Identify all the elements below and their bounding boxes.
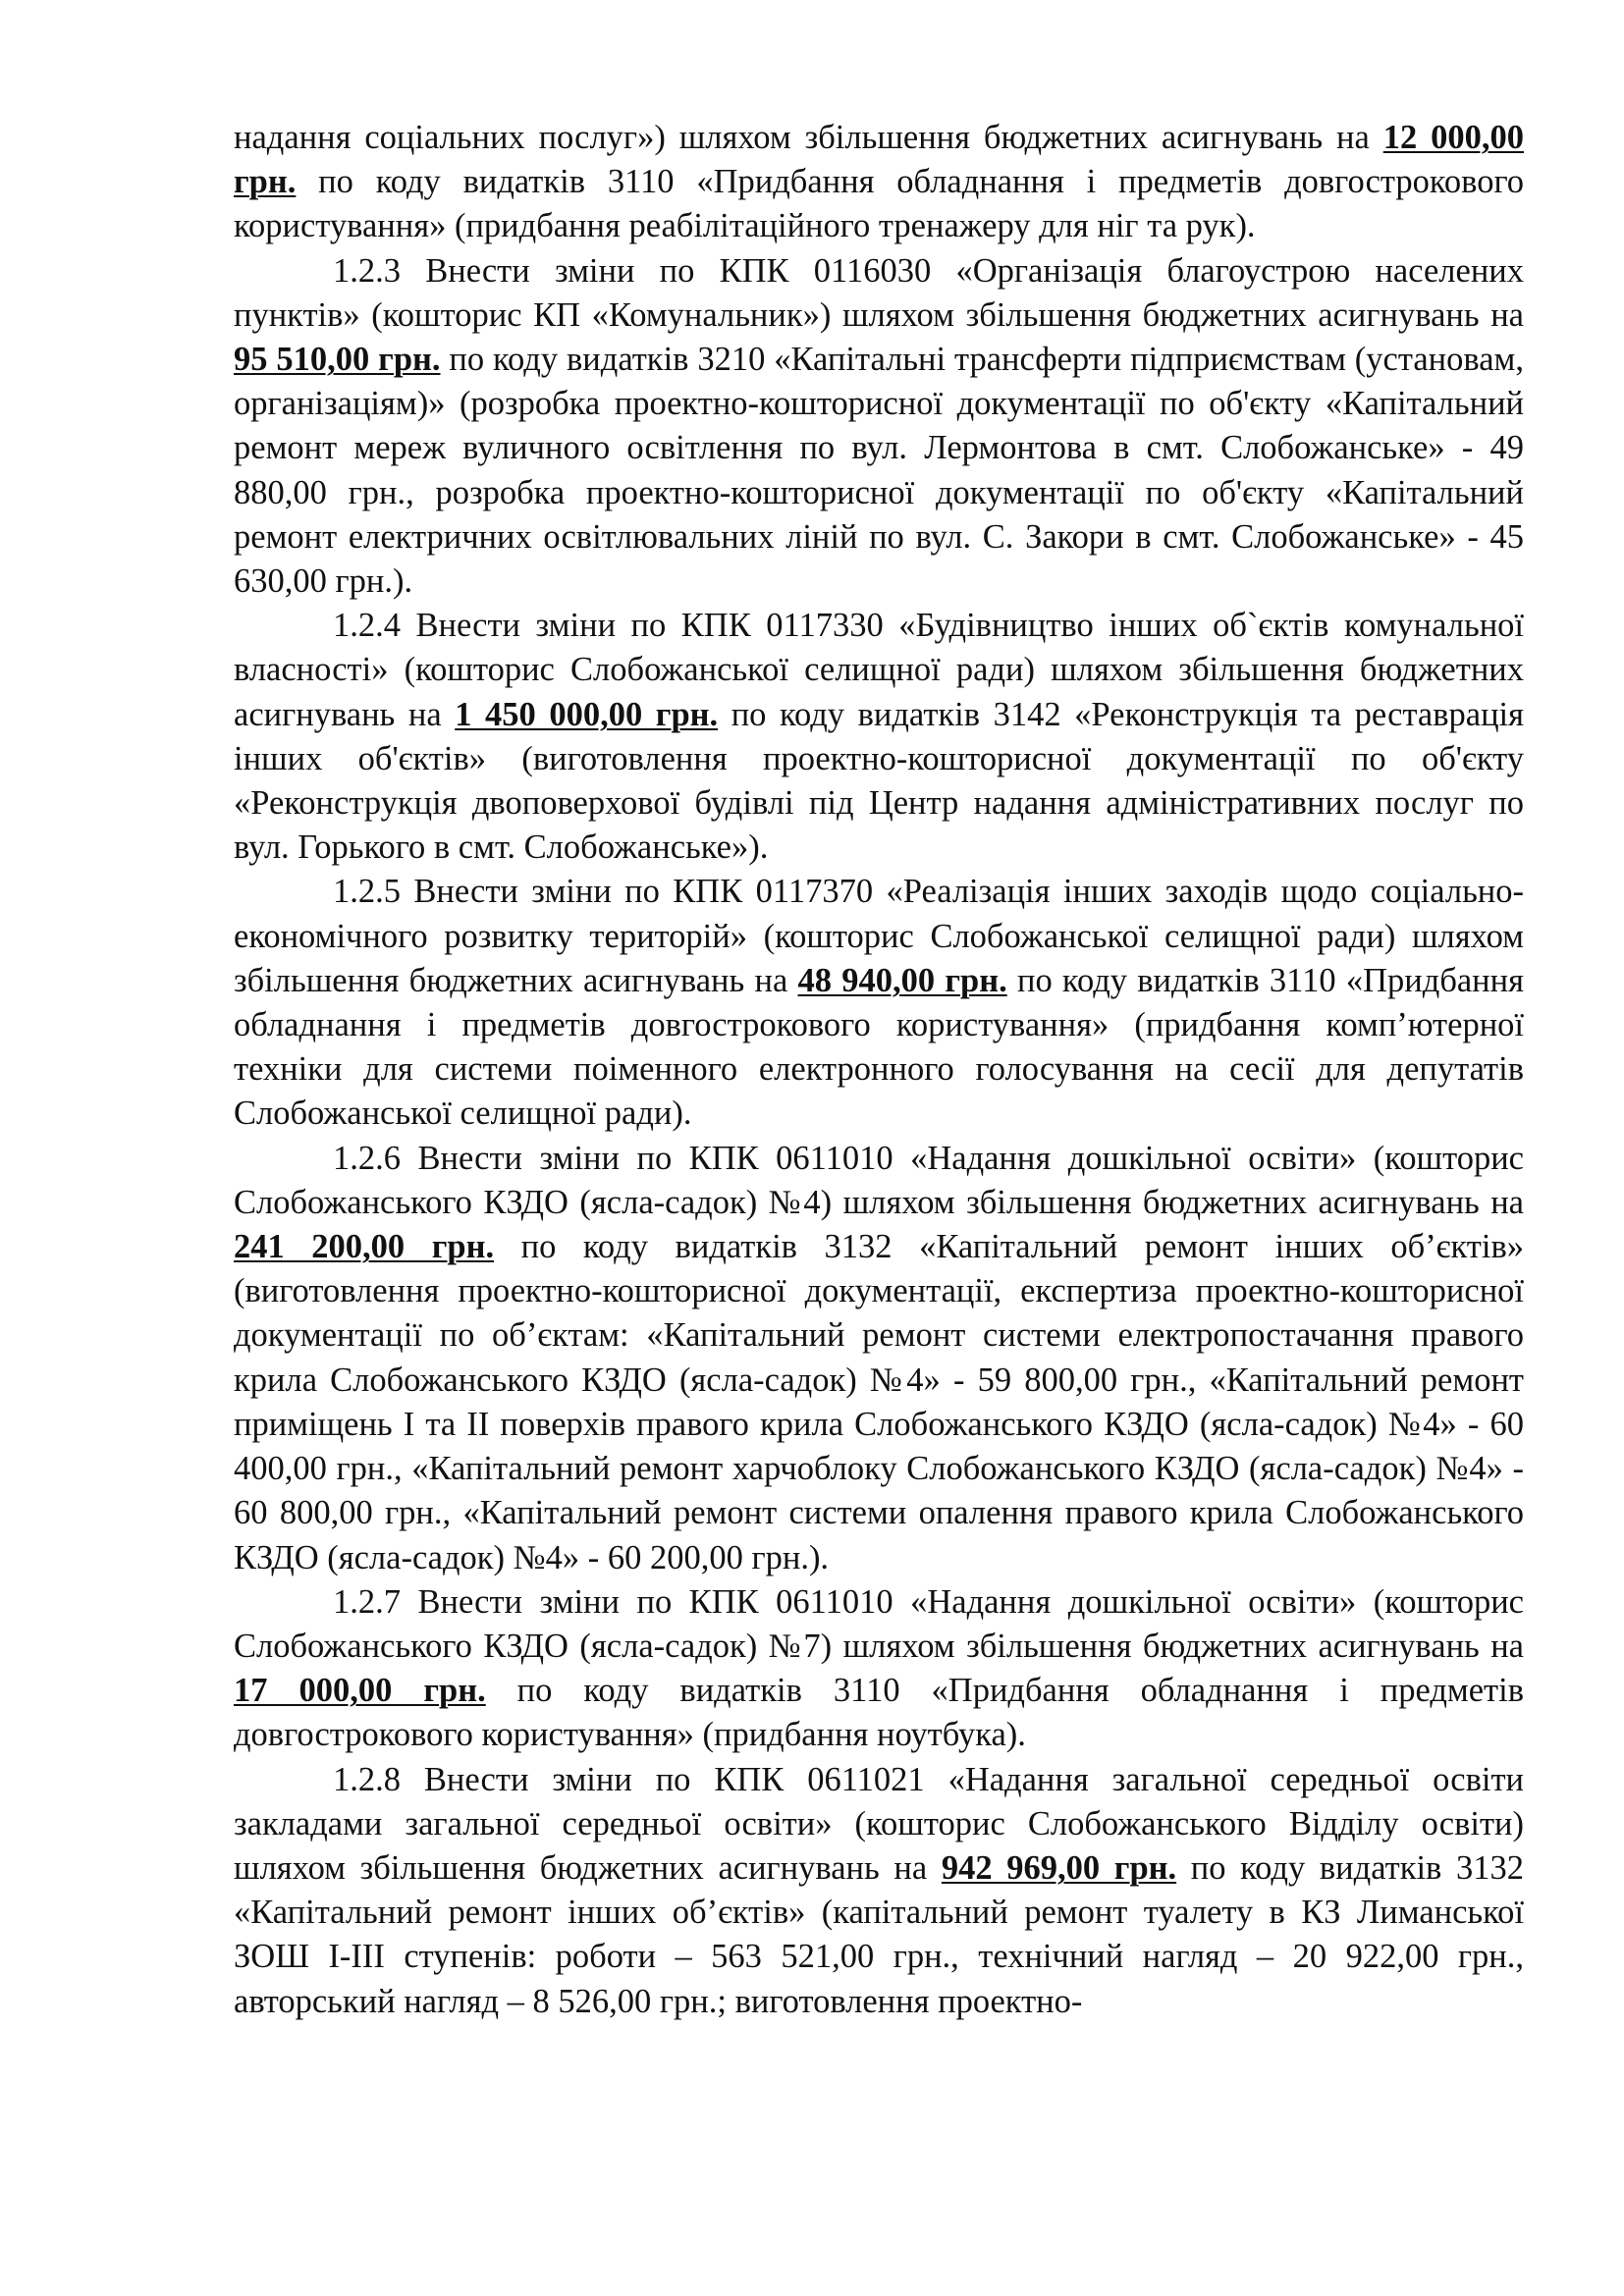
paragraph-text: надання соціальних послуг») шляхом збільшення бюджетних асигнувань на <box>234 119 1383 156</box>
paragraph-text: по коду видатків 3142 «Реконструкція та реставрація інших об'єктів» (виготовлення проектно-кошторисної документації по об'єкту «Реконструкція двоповерхової будівлі під Центр надання адміністративних послуг по вул. Горького в смт. Слобожанське»). <box>234 695 1524 867</box>
paragraph-1-2-3 <box>234 249 1524 605</box>
document-page <box>234 116 1524 2024</box>
paragraph-text: 1.2.4 Внести зміни по КПК 0117330 «Будівництво інших об`єктів комунальної власності» (кошторис Слобожанської селищної ради) шляхом збільшення бюджетних асигнувань на <box>234 607 1524 733</box>
amount-highlight: 95 510,00 грн. <box>234 341 441 379</box>
paragraph-1-2-6 <box>234 1137 1524 1580</box>
paragraph-text: по коду видатків 3110 «Придбання обладнання і предметів довгострокового користування» (придбання реабілітаційного тренажеру для ніг та рук). <box>234 163 1524 245</box>
paragraph-text: по коду видатків 3110 «Придбання обладнання і предметів довгострокового користування» (придбання комп’ютерної техніки для системи поіменного електронного голосування на сесії для депутатів Слобожанської селищної ради). <box>234 961 1524 1133</box>
paragraph-text: по коду видатків 3132 «Капітальний ремонт інших об’єктів» (капітальний ремонт туалету в КЗ Лиманської ЗОШ І-ІІІ ступенів: роботи – 563 521,00 грн., технічний нагляд – 20 922,00 грн., авторський нагляд – 8 526,00 грн.; виготовлення проектно- <box>234 1848 1524 2020</box>
amount-highlight: 48 940,00 грн. <box>797 961 1007 999</box>
amount-highlight: 241 200,00 грн. <box>234 1228 495 1266</box>
amount-highlight: 1 450 000,00 грн. <box>455 695 719 733</box>
paragraph-text: по коду видатків 3132 «Капітальний ремонт інших об’єктів» (виготовлення проектно-кошторисної документації, експертиза проектно-кошторисної документації по об’єктам: «Капітальний ремонт системи електропостачання правого крила Слобожанського КЗДО (ясла-садок) №4» - 59 800,00 грн., «Капітальний ремонт приміщень І та ІІ поверхів правого крила Слобожанського КЗДО (ясла-садок) №4» - 60 400,00 грн., «Капітальний ремонт харчоблоку Слобожанського КЗДО (ясла-садок) №4» - 60 800,00 грн., «Капітальний ремонт системи опалення правого крила Слобожанського КЗДО (ясла-садок) №4» - 60 200,00 грн.). <box>234 1228 1524 1576</box>
paragraph-1-2-5 <box>234 870 1524 1136</box>
paragraph-text: 1.2.5 Внести зміни по КПК 0117370 «Реалізація інших заходів щодо соціально-економічного розвитку територій» (кошторис Слобожанської селищної ради) шляхом збільшення бюджетних асигнувань на <box>234 873 1524 999</box>
paragraph-1-2-7 <box>234 1580 1524 1758</box>
paragraph-1-2-4 <box>234 604 1524 870</box>
paragraph-text: по коду видатків 3110 «Придбання обладнання і предметів довгострокового користування» (придбання ноутбука). <box>234 1672 1524 1754</box>
paragraph-text: 1.2.3 Внести зміни по КПК 0116030 «Організація благоустрою населених пунктів» (кошторис КП «Комунальник») шляхом збільшення бюджетних асигнувань на <box>234 251 1524 334</box>
paragraph-1-2-8 <box>234 1758 1524 2024</box>
amount-highlight: 17 000,00 грн. <box>234 1672 486 1710</box>
paragraph-continuation <box>234 116 1524 249</box>
paragraph-text: 1.2.8 Внести зміни по КПК 0611021 «Надання загальної середньої освіти закладами загальної середньої освіти» (кошторис Слобожанського Відділу освіти) шляхом збільшення бюджетних асигнувань на <box>234 1760 1524 1887</box>
amount-highlight: 942 969,00 грн. <box>941 1848 1177 1887</box>
paragraph-text: по коду видатків 3210 «Капітальні трансферти підприємствам (установам, організаціям)» (розробка проектно-кошторисної документації по об'єкту «Капітальний ремонт мереж вуличного освітлення по вул. Лермонтова в смт. Слобожанське» - 49 880,00 грн., розробка проектно-кошторисної документації по об'єкту «Капітальний ремонт електричних освітлювальних ліній по вул. С. Закори в смт. Слобожанське» - 45 630,00 грн.). <box>234 341 1524 601</box>
paragraph-text: 1.2.7 Внести зміни по КПК 0611010 «Надання дошкільної освіти» (кошторис Слобожанського КЗДО (ясла-садок) №7) шляхом збільшення бюджетних асигнувань на <box>234 1582 1524 1665</box>
amount-highlight: 12 000,00 грн. <box>234 119 1525 201</box>
paragraph-text: 1.2.6 Внести зміни по КПК 0611010 «Надання дошкільної освіти» (кошторис Слобожанського КЗДО (ясла-садок) №4) шляхом збільшення бюджетних асигнувань на <box>234 1139 1524 1221</box>
